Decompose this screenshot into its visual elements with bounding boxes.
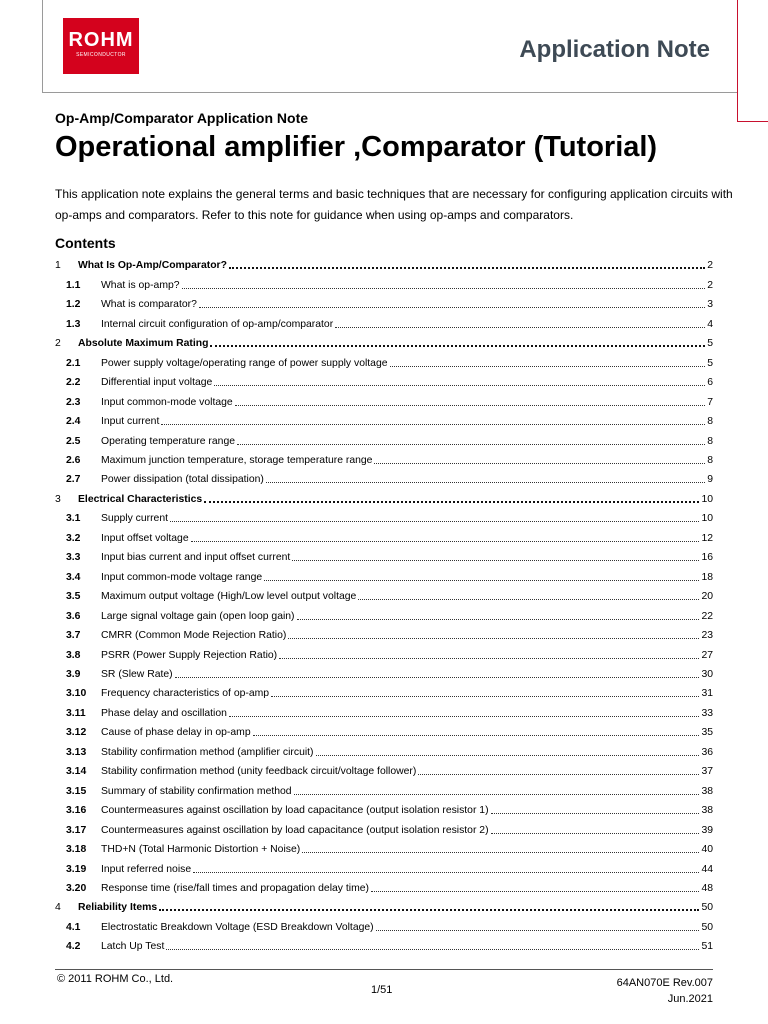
toc-entry-page: 10 xyxy=(701,493,713,505)
toc-entry-label[interactable]: Internal circuit configuration of op-amp/comparator xyxy=(101,318,334,330)
toc-entry-label[interactable]: Input common-mode voltage xyxy=(101,396,233,408)
header-frame-left-rule xyxy=(42,0,43,92)
toc-entry-label[interactable]: SR (Slew Rate) xyxy=(101,668,173,680)
toc-dot-leader xyxy=(390,366,706,367)
toc-entry-page: 2 xyxy=(707,260,713,272)
toc-entry-label[interactable]: Power dissipation (total dissipation) xyxy=(101,474,264,486)
toc-entry-number: 3.3 xyxy=(66,552,81,564)
toc-entry-label[interactable]: Input offset voltage xyxy=(101,532,189,544)
toc-entry[interactable] xyxy=(55,486,713,505)
toc-entry-page: 10 xyxy=(701,513,713,525)
toc-entry-label[interactable]: Electrical Characteristics xyxy=(78,493,203,505)
toc-entry[interactable] xyxy=(55,895,713,914)
toc-entry-number: 1.2 xyxy=(66,299,81,311)
toc-entry-number: 3.19 xyxy=(66,863,87,875)
toc-entry[interactable] xyxy=(55,448,713,467)
toc-entry[interactable] xyxy=(55,720,713,739)
toc-entry[interactable] xyxy=(55,817,713,836)
toc-entry-page: 12 xyxy=(701,532,713,544)
toc-entry-label[interactable]: THD+N (Total Harmonic Distortion + Noise) xyxy=(101,844,301,856)
header-accent-tick xyxy=(737,121,768,122)
toc-entry[interactable] xyxy=(55,253,713,272)
toc-entry-number: 1.1 xyxy=(66,279,81,291)
rohm-logo xyxy=(63,18,139,74)
toc-entry-page: 51 xyxy=(701,941,713,953)
toc-entry-page: 16 xyxy=(701,552,713,564)
toc-dot-leader xyxy=(288,638,699,639)
toc-dot-leader xyxy=(175,677,700,678)
toc-entry-number: 4.2 xyxy=(66,941,81,953)
toc-entry-label[interactable]: Electrostatic Breakdown Voltage (ESD Breakdown Voltage) xyxy=(101,921,374,933)
toc-entry-label[interactable]: Summary of stability confirmation method xyxy=(101,785,292,797)
toc-entry[interactable] xyxy=(55,467,713,486)
toc-entry-page: 31 xyxy=(701,688,713,700)
footer-copyright: © 2011 ROHM Co., Ltd. xyxy=(57,973,174,985)
toc-entry[interactable] xyxy=(55,642,713,661)
toc-entry-page: 40 xyxy=(701,844,713,856)
toc-entry-label[interactable]: Maximum output voltage (High/Low level output voltage xyxy=(101,591,357,603)
toc-entry-number: 3.12 xyxy=(66,727,87,739)
toc-entry-page: 38 xyxy=(701,805,713,817)
toc-entry-label[interactable]: Stability confirmation method (unity feedback circuit/voltage follower) xyxy=(101,766,417,778)
toc-entry-page: 5 xyxy=(707,357,713,369)
toc-dot-leader xyxy=(161,424,705,425)
toc-entry-number: 3.5 xyxy=(66,591,81,603)
document-title: Operational amplifier ,Comparator (Tutorial) xyxy=(55,131,658,163)
toc-entry-number: 4 xyxy=(55,902,61,914)
toc-dot-leader xyxy=(371,891,699,892)
header-frame-bottom-rule xyxy=(42,92,738,93)
toc-entry-number: 4.1 xyxy=(66,921,81,933)
toc-entry-number: 3.14 xyxy=(66,766,87,778)
toc-entry-page: 8 xyxy=(707,454,713,466)
toc-entry[interactable] xyxy=(55,564,713,583)
toc-dot-leader xyxy=(418,774,699,775)
header-accent-rule xyxy=(737,0,738,122)
toc-entry-page: 9 xyxy=(707,474,713,486)
toc-entry-number: 3.16 xyxy=(66,805,87,817)
intro-paragraph: This application note explains the general terms and basic techniques that are necessary for configuring application circuits with op-amps and comparators. Refer to this note for guidance when using op-amps and comparators. xyxy=(55,187,733,222)
doc-type-heading: Application Note xyxy=(519,36,710,63)
toc-entry-number: 3.17 xyxy=(66,824,87,836)
toc-entry-number: 3.8 xyxy=(66,649,81,661)
toc-entry[interactable] xyxy=(55,778,713,797)
toc-entry-number: 1 xyxy=(55,260,61,272)
toc-entry-number: 3.15 xyxy=(66,785,87,797)
toc-entry-label[interactable]: Countermeasures against oscillation by load capacitance (output isolation resistor 1) xyxy=(101,805,489,817)
toc-entry-number: 2.2 xyxy=(66,377,81,389)
toc-entry-label[interactable]: What is comparator? xyxy=(101,299,197,311)
footer-rule xyxy=(55,969,713,970)
toc-entry-page: 36 xyxy=(701,746,713,758)
toc-entry[interactable] xyxy=(55,525,713,544)
toc-dot-leader xyxy=(210,345,705,347)
toc-dot-leader xyxy=(376,930,700,931)
toc-entry-number: 3.11 xyxy=(66,707,86,719)
toc-dot-leader xyxy=(292,560,699,561)
toc-entry-page: 27 xyxy=(701,649,713,661)
toc-entry[interactable] xyxy=(55,331,713,350)
toc-entry-number: 3.18 xyxy=(66,844,87,856)
toc-entry-number: 3 xyxy=(55,493,61,505)
toc-entry-label[interactable]: Differential input voltage xyxy=(101,377,213,389)
toc-entry[interactable] xyxy=(55,409,713,428)
toc-entry-page: 22 xyxy=(701,610,713,622)
logo-wordmark: ROHM xyxy=(68,29,134,51)
table-of-contents xyxy=(55,253,713,953)
toc-dot-leader xyxy=(159,909,699,911)
toc-entry-label[interactable]: Response time (rise/fall times and propagation delay time) xyxy=(101,882,369,894)
toc-entry[interactable] xyxy=(55,389,713,408)
toc-entry[interactable] xyxy=(55,856,713,875)
toc-entry-number: 3.7 xyxy=(66,630,81,642)
toc-dot-leader xyxy=(358,599,699,600)
toc-entry[interactable] xyxy=(55,798,713,817)
toc-entry-label[interactable]: Countermeasures against oscillation by load capacitance (output isolation resistor 2) xyxy=(101,824,489,836)
toc-dot-leader xyxy=(491,833,700,834)
toc-entry-page: 20 xyxy=(701,591,713,603)
toc-entry-page: 48 xyxy=(701,882,713,894)
contents-heading: Contents xyxy=(55,235,116,251)
toc-entry-label[interactable]: PSRR (Power Supply Rejection Ratio) xyxy=(101,649,278,661)
toc-entry-page: 50 xyxy=(701,902,713,914)
toc-entry-label[interactable]: Frequency characteristics of op-amp xyxy=(101,688,270,700)
toc-entry-number: 3.10 xyxy=(66,688,87,700)
toc-entry-label[interactable]: What Is Op-Amp/Comparator? xyxy=(78,260,227,272)
toc-entry[interactable] xyxy=(55,876,713,895)
toc-dot-leader xyxy=(204,501,699,503)
toc-entry[interactable] xyxy=(55,681,713,700)
footer-page-number: 1/51 xyxy=(371,984,393,996)
toc-entry-label[interactable]: Input common-mode voltage range xyxy=(101,571,263,583)
toc-entry[interactable] xyxy=(55,428,713,447)
toc-entry-page: 23 xyxy=(701,630,713,642)
toc-entry-label[interactable]: Latch Up Test xyxy=(101,941,165,953)
toc-entry[interactable] xyxy=(55,350,713,369)
toc-dot-leader xyxy=(266,482,705,483)
toc-entry-label[interactable]: Input current xyxy=(101,416,160,428)
toc-entry[interactable] xyxy=(55,739,713,758)
toc-entry-number: 2 xyxy=(55,338,61,350)
toc-entry-number: 3.9 xyxy=(66,668,81,680)
toc-entry-page: 33 xyxy=(701,707,713,719)
toc-entry-number: 3.2 xyxy=(66,532,81,544)
toc-entry-label[interactable]: Supply current xyxy=(101,513,168,525)
toc-entry-number: 3.13 xyxy=(66,746,87,758)
toc-entry-label[interactable]: Phase delay and oscillation xyxy=(101,707,227,719)
toc-entry-page: 39 xyxy=(701,824,713,836)
toc-entry-number: 2.4 xyxy=(66,416,81,428)
toc-entry-page: 7 xyxy=(707,396,713,408)
toc-entry-label[interactable]: Power supply voltage/operating range of power supply voltage xyxy=(101,357,388,369)
toc-entry-page: 4 xyxy=(707,318,713,330)
toc-entry-label[interactable]: Absolute Maximum Rating xyxy=(78,338,209,350)
toc-dot-leader xyxy=(229,267,705,269)
toc-dot-leader xyxy=(229,716,700,717)
toc-entry-label[interactable]: What is op-amp? xyxy=(101,279,180,291)
toc-entry[interactable] xyxy=(55,311,713,330)
document-subtitle: Op-Amp/Comparator Application Note xyxy=(55,110,309,126)
toc-entry-number: 2.7 xyxy=(66,474,81,486)
toc-entry-page: 35 xyxy=(701,727,713,739)
toc-entry[interactable] xyxy=(55,700,713,719)
toc-dot-leader xyxy=(271,696,699,697)
toc-dot-leader xyxy=(235,405,706,406)
toc-entry[interactable] xyxy=(55,370,713,389)
toc-entry[interactable] xyxy=(55,292,713,311)
toc-entry-label[interactable]: Maximum junction temperature, storage temperature range xyxy=(101,454,373,466)
toc-dot-leader xyxy=(214,385,705,386)
toc-entry-label[interactable]: Large signal voltage gain (open loop gain) xyxy=(101,610,295,622)
footer-date: Jun.2021 xyxy=(667,993,713,1005)
toc-entry-page: 37 xyxy=(701,766,713,778)
toc-dot-leader xyxy=(237,444,705,445)
toc-entry-page: 18 xyxy=(701,571,713,583)
toc-entry[interactable] xyxy=(55,914,713,933)
toc-entry-page: 5 xyxy=(707,338,713,350)
toc-entry-page: 44 xyxy=(701,863,713,875)
toc-dot-leader xyxy=(297,619,700,620)
toc-dot-leader xyxy=(191,541,700,542)
toc-dot-leader xyxy=(170,521,699,522)
toc-entry-number: 2.6 xyxy=(66,454,81,466)
toc-entry-page: 38 xyxy=(701,785,713,797)
toc-dot-leader xyxy=(491,813,700,814)
toc-entry-page: 30 xyxy=(701,668,713,680)
toc-entry[interactable] xyxy=(55,506,713,525)
toc-entry[interactable] xyxy=(55,934,713,953)
toc-dot-leader xyxy=(199,307,705,308)
toc-entry-label[interactable]: CMRR (Common Mode Rejection Ratio) xyxy=(101,630,287,642)
toc-entry-label[interactable]: Input referred noise xyxy=(101,863,192,875)
toc-dot-leader xyxy=(166,949,699,950)
toc-entry-label[interactable]: Reliability Items xyxy=(78,902,158,914)
toc-entry-number: 3.4 xyxy=(66,571,81,583)
toc-dot-leader xyxy=(294,794,700,795)
toc-entry-page: 3 xyxy=(707,299,713,311)
toc-entry[interactable] xyxy=(55,603,713,622)
toc-dot-leader xyxy=(182,288,706,289)
logo-subtext: SEMICONDUCTOR xyxy=(76,52,126,58)
toc-entry-label[interactable]: Input bias current and input offset current xyxy=(101,552,291,564)
footer-doc-number: 64AN070E Rev.007 xyxy=(616,977,713,989)
toc-entry-number: 2.3 xyxy=(66,396,81,408)
toc-entry-page: 8 xyxy=(707,435,713,447)
toc-entry[interactable] xyxy=(55,272,713,291)
toc-entry-number: 2.5 xyxy=(66,435,81,447)
toc-entry-number: 3.20 xyxy=(66,882,87,894)
toc-entry-page: 2 xyxy=(707,279,713,291)
footer-doc-info xyxy=(617,975,713,1007)
toc-entry-number: 1.3 xyxy=(66,318,81,330)
toc-entry[interactable] xyxy=(55,584,713,603)
toc-entry-label[interactable]: Stability confirmation method (amplifier circuit) xyxy=(101,746,314,758)
toc-dot-leader xyxy=(264,580,699,581)
toc-entry[interactable] xyxy=(55,662,713,681)
toc-entry[interactable] xyxy=(55,837,713,856)
toc-dot-leader xyxy=(302,852,699,853)
toc-entry-page: 8 xyxy=(707,416,713,428)
toc-entry-number: 2.1 xyxy=(66,357,81,369)
toc-entry-number: 3.1 xyxy=(66,513,81,525)
toc-dot-leader xyxy=(193,872,699,873)
toc-entry-page: 6 xyxy=(707,377,713,389)
toc-entry[interactable] xyxy=(55,545,713,564)
toc-entry-page: 50 xyxy=(701,921,713,933)
toc-entry-label[interactable]: Cause of phase delay in op-amp xyxy=(101,727,251,739)
toc-entry-number: 3.6 xyxy=(66,610,81,622)
toc-entry[interactable] xyxy=(55,759,713,778)
toc-dot-leader xyxy=(335,327,705,328)
toc-dot-leader xyxy=(253,735,700,736)
toc-dot-leader xyxy=(279,658,699,659)
toc-dot-leader xyxy=(316,755,700,756)
toc-entry[interactable] xyxy=(55,623,713,642)
toc-dot-leader xyxy=(374,463,705,464)
toc-entry-label[interactable]: Operating temperature range xyxy=(101,435,236,447)
